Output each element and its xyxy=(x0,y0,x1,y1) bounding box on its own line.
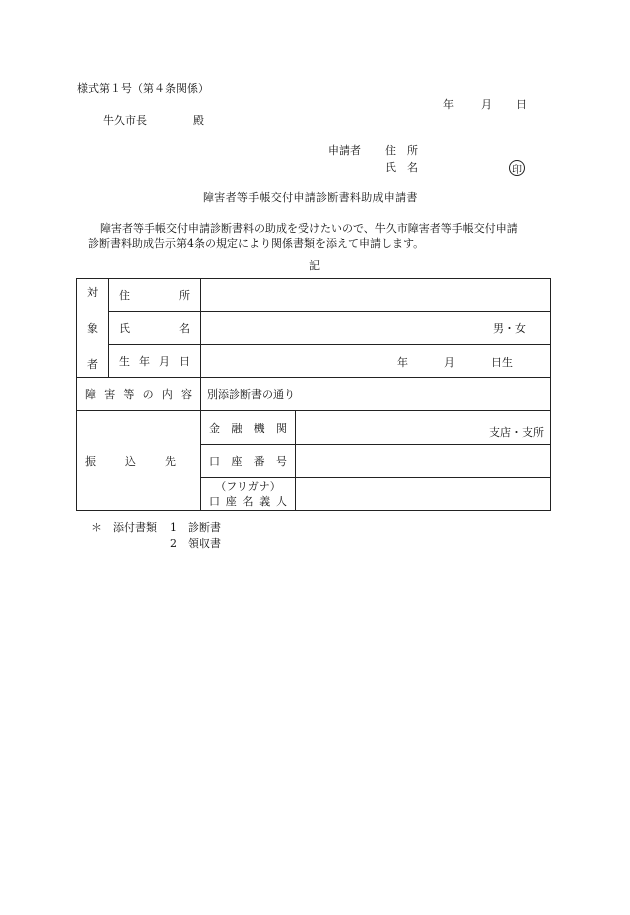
ki-label: 記 xyxy=(309,259,320,272)
account-holder-label-cell: （フリガナ） 口 座 名 義 人 xyxy=(201,478,296,511)
attachments-marker: ＊ xyxy=(91,521,102,534)
document-title: 障害者等手帳交付申請診断書料助成申請書 xyxy=(203,191,418,204)
subject-char-2: 象 xyxy=(87,322,98,335)
form-number: 様式第１号（第４条関係） xyxy=(77,82,209,95)
addressee: 牛久市長 xyxy=(103,114,147,127)
seal-mark: 印 xyxy=(509,160,525,176)
application-table xyxy=(76,278,551,511)
body-line-1: 障害者等手帳交付申請診断書料の助成を受けたいので、牛久市障害者等手帳交付申請 xyxy=(100,222,518,235)
dob-suffix-label: 日生 xyxy=(491,356,513,369)
account-number-label-cell: 口 座 番 号 xyxy=(201,445,296,478)
attachment-2-num: 2 xyxy=(170,537,177,550)
dob-field[interactable] xyxy=(201,345,551,378)
attachment-2-name: 領収書 xyxy=(188,537,221,550)
attachment-1-name: 診断書 xyxy=(188,521,221,534)
account-number-field[interactable] xyxy=(296,445,551,478)
bank-field[interactable] xyxy=(296,411,551,445)
bank-label-cell: 金 融 機 関 xyxy=(201,411,296,445)
address-label-cell: 住 所 xyxy=(109,279,201,312)
name-label-cell: 氏 名 xyxy=(109,312,201,345)
subject-char-3: 者 xyxy=(87,358,98,371)
date-month-label: 月 xyxy=(481,98,492,111)
dob-year-label: 年 xyxy=(397,356,408,369)
subject-char-1: 対 xyxy=(87,286,98,299)
applicant-address-label: 住 所 xyxy=(385,144,418,157)
address-field[interactable] xyxy=(201,279,551,312)
dob-month-label: 月 xyxy=(444,356,455,369)
subject-header xyxy=(77,279,109,378)
name-field[interactable] xyxy=(201,312,551,345)
account-holder-field[interactable] xyxy=(296,478,551,511)
date-year-label: 年 xyxy=(443,98,454,111)
disability-value: 別添診断書の通り xyxy=(201,378,551,411)
transfer-label-cell: 振 込 先 xyxy=(77,411,201,511)
applicant-name-label: 氏 名 xyxy=(385,161,418,174)
applicant-label: 申請者 xyxy=(328,144,361,157)
date-day-label: 日 xyxy=(516,98,527,111)
body-line-2: 診断書料助成告示第4条の規定により関係書類を添えて申請します。 xyxy=(88,237,425,250)
sex-options[interactable]: 男・女 xyxy=(493,322,526,335)
furigana-label: （フリガナ） xyxy=(215,480,281,493)
addressee-suffix: 殿 xyxy=(193,114,204,127)
attachment-1-num: 1 xyxy=(170,521,177,534)
dob-label-cell: 生 年 月 日 xyxy=(109,345,201,378)
disability-label-cell: 障 害 等 の 内 容 xyxy=(77,378,201,411)
attachments-label: 添付書類 xyxy=(113,521,157,534)
bank-suffix-label: 支店・支所 xyxy=(489,426,544,439)
